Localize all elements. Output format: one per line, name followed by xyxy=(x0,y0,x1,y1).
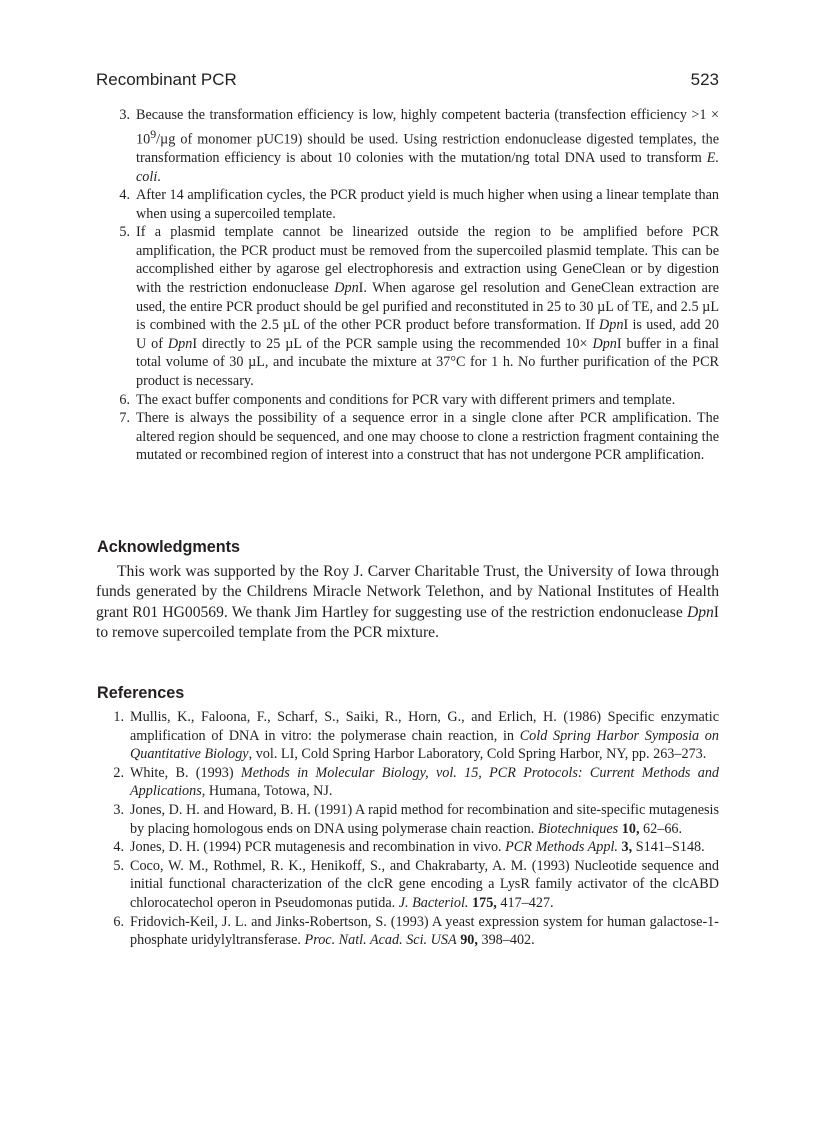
text-segment: 3, xyxy=(621,839,633,856)
text-segment: White, B. (1993) xyxy=(130,764,241,781)
text-segment: Fridovich-Keil, J. L. and Jinks-Robertson, S. (1993) A yeast expression system for human galactose-1-phosphate uridylyltransferase. xyxy=(130,913,719,949)
text-segment: Biotechniques xyxy=(537,820,619,837)
notes-list xyxy=(96,106,719,465)
note-item-number: 4. xyxy=(119,187,130,204)
reference-item-number: 1. xyxy=(113,709,124,725)
text-segment: Coco, W. M., Rothmel, R. K., Henikoff, S., and Chakrabarty, A. M. (1993) Nucleotide sequence and initial functional characterization of the clcR gene encoding a LysR family activator of the clcABD chlorocatechol operon in Pseudomonas putida. xyxy=(130,857,719,911)
note-item-number: 6. xyxy=(119,391,130,408)
reference-item-text xyxy=(124,838,719,857)
note-item-number: 7. xyxy=(119,410,130,427)
text-segment: I. When agarose gel resolution and GeneClean extraction are used, the entire PCR product should be gel purified and reconstituted in 25 to 30 µL of TE, and 2.5 µL is combined with the 2.5 µL of the other PCR product before transformation. If xyxy=(136,280,719,334)
running-title: Recombinant PCR xyxy=(96,70,237,89)
reference-item xyxy=(96,708,719,764)
text-segment: Methods in Molecular Biology, vol. 15, PCR Protocols: Current Methods and Applications xyxy=(130,764,720,800)
text-segment: 90, xyxy=(460,932,478,949)
reference-item xyxy=(96,913,719,950)
text-segment: If a plasmid template cannot be linearized outside the region to be amplified before PCR amplification, the PCR product must be removed from the supercoiled plasmid template. This can be accomplished either by agarose gel electrophoresis and extraction using GeneClean or by digestion with the restriction endonuclease xyxy=(136,224,719,297)
text-segment: This work was supported by the Roy J. Carver Charitable Trust, the University of Iowa through funds generated by the Childrens Miracle Network Telethon, and by National Institutes of Health grant R01 HG00569. We thank Jim Hartley for suggesting use of the restriction endonuclease xyxy=(96,563,719,621)
text-segment: Dpn xyxy=(592,335,617,352)
text-segment: Mullis, K., Faloona, F., Scharf, S., Saiki, R., Horn, G., and Erlich, H. (1986) Specific enzymatic amplification of DNA in vitro: the polymerase chain reaction, in xyxy=(130,709,719,744)
text-segment: 9 xyxy=(150,126,157,141)
text-segment: , vol. LI, Cold Spring Harbor Laboratory, Cold Spring Harbor, NY, pp. 263–273. xyxy=(248,746,707,763)
text-segment: 10, xyxy=(621,820,640,837)
reference-item-text xyxy=(124,801,719,838)
note-item-text xyxy=(130,186,719,223)
reference-item-text xyxy=(124,764,719,801)
note-item-text xyxy=(130,223,719,390)
text-segment: S141–S148. xyxy=(632,839,705,856)
text-segment: 62–66. xyxy=(639,820,683,837)
text-segment: Cold Spring Harbor Symposia on Quantitative Biology xyxy=(130,727,719,763)
reference-item-number: 3. xyxy=(113,801,124,818)
text-segment: There is always the possibility of a sequence error in a single clone after PCR amplification. The altered region should be sequenced, and one may choose to clone a restriction fragment containing the mutated or recombined region of interest into a construct that has not undergone PCR amplification. xyxy=(136,410,719,464)
reference-item-text xyxy=(124,708,719,764)
text-segment: After 14 amplification cycles, the PCR product yield is much higher when using a linear template than when using a supercoiled template. xyxy=(136,187,719,222)
acknowledgments-heading: Acknowledgments xyxy=(97,538,241,556)
note-item-number: 5. xyxy=(119,224,130,241)
text-segment: Dpn xyxy=(334,280,359,297)
text-segment: Because the transformation efficiency is low, highly competent bacteria (transfection efficiency >1 × 10 xyxy=(136,107,719,148)
text-segment: The exact buffer components and conditions for PCR vary with different primers and template. xyxy=(136,391,676,408)
text-segment: Dpn xyxy=(167,335,193,352)
reference-item-number: 2. xyxy=(113,764,124,781)
text-segment: Dpn xyxy=(686,603,714,621)
reference-item xyxy=(96,838,719,857)
reference-item-text xyxy=(124,913,719,950)
text-segment: I buffer in a final total volume of 30 µL, and incubate the mixture at 37°C for 1 h. No further purification of the PCR product is necessary. xyxy=(136,335,719,390)
note-item-number: 3. xyxy=(119,107,130,123)
reference-item-text xyxy=(124,857,719,913)
text-segment: J. Bacteriol. xyxy=(398,894,469,911)
page-number: 523 xyxy=(690,70,719,89)
acknowledgments-paragraph xyxy=(96,562,719,644)
text-segment: Proc. Natl. Acad. Sci. USA xyxy=(304,932,457,949)
references-heading: References xyxy=(97,684,185,702)
note-item xyxy=(96,223,719,390)
page-header xyxy=(96,70,719,90)
note-item xyxy=(96,186,719,223)
text-segment: I to remove supercoiled template from the PCR mixture. xyxy=(96,603,719,642)
reference-item-number: 4. xyxy=(113,839,124,856)
note-item-text xyxy=(130,106,719,186)
reference-item xyxy=(96,857,719,913)
text-segment: , Humana, Totowa, NJ. xyxy=(201,783,333,800)
note-item xyxy=(96,106,719,186)
reference-item xyxy=(96,801,719,838)
text-segment: 398–402. xyxy=(477,932,535,949)
text-segment: I directly to 25 µL of the PCR sample using the recommended 10× xyxy=(192,335,593,352)
text-segment: /µg of monomer pUC19) should be used. Using restriction endonuclease digested templates, the transformation efficiency is about 10 colonies with the mutation/ng total DNA used to transform xyxy=(136,131,719,166)
text-segment: 417–427. xyxy=(496,894,554,911)
references-list xyxy=(96,708,719,950)
text-segment: . xyxy=(157,168,161,185)
note-item xyxy=(96,409,719,465)
text-segment: Dpn xyxy=(599,317,624,334)
reference-item xyxy=(96,764,719,801)
reference-item-number: 5. xyxy=(113,857,124,874)
note-item-text xyxy=(130,391,719,410)
note-item xyxy=(96,391,719,410)
note-item-text xyxy=(130,409,719,465)
text-segment: I is used, add 20 U of xyxy=(136,317,719,352)
text-segment: PCR Methods Appl. xyxy=(505,839,618,856)
text-segment: 175, xyxy=(472,894,497,911)
text-segment: E. coli xyxy=(136,149,719,185)
text-segment: Jones, D. H. and Howard, B. H. (1991) A rapid method for recombination and site-specific mutagenesis by placing homologous ends on DNA using polymerase chain reaction. xyxy=(130,801,719,837)
text-segment: Jones, D. H. (1994) PCR mutagenesis and recombination in vivo. xyxy=(130,839,506,856)
reference-item-number: 6. xyxy=(113,913,124,930)
